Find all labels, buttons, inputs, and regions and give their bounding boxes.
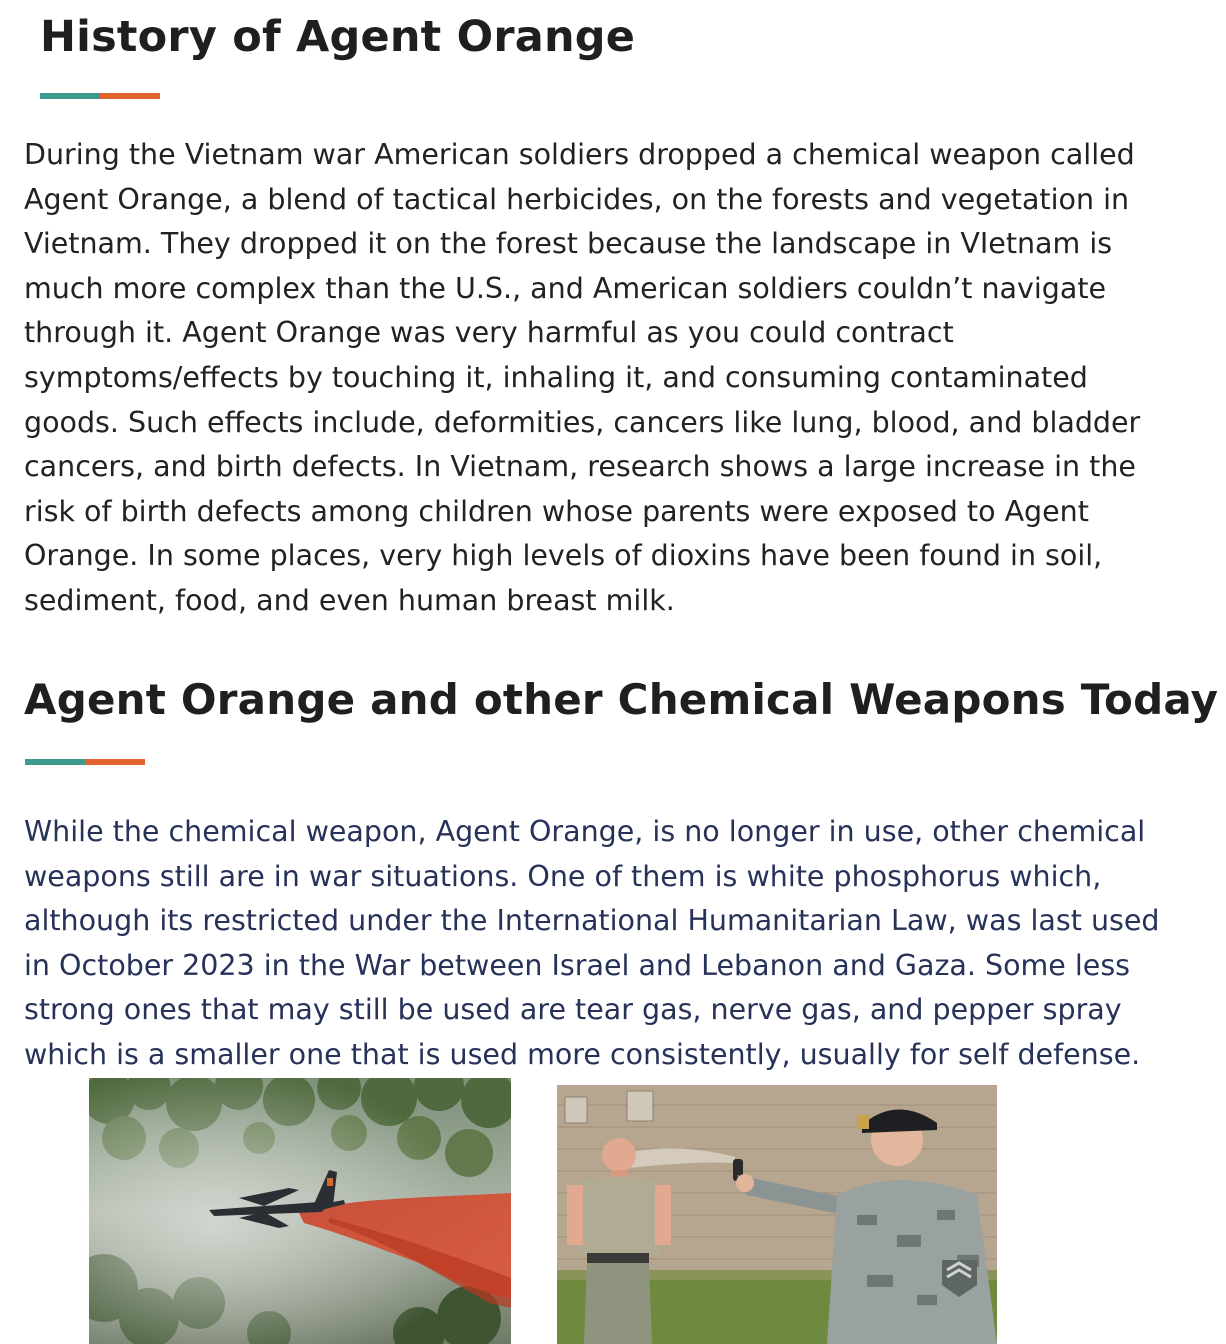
section-heading-history: History of Agent Orange [40,12,636,62]
paragraph-line: Agent Orange, a blend of tactical herbicides, on the forests and vegetation in [24,182,1130,216]
paragraph-line: Orange. In some places, very high levels of dioxins have been found in soil, [24,539,1103,573]
accent-bar-orange [85,759,145,765]
accent-bar-teal [25,759,85,765]
paragraph-line: Vietnam. They dropped it on the forest because the landscape in VIetnam is [24,227,1113,261]
paragraph-line: in October 2023 in the War between Israel and Lebanon and Gaza. Some less [24,948,1131,982]
history-paragraph [24,133,1204,624]
pepper-spray-photo [557,1085,997,1344]
heading-accent-rule [40,93,160,99]
today-paragraph [24,810,1204,1078]
paragraph-line: weapons still are in war situations. One of them is white phosphorus which, [24,859,1102,893]
heading-accent-rule [25,759,145,765]
paragraph-line: through it. Agent Orange was very harmful as you could contract [24,316,954,350]
accent-bar-teal [40,93,100,99]
paragraph-line: goods. Such effects include, deformities, cancers like lung, blood, and bladder [24,405,1141,439]
paragraph-line: much more complex than the U.S., and American soldiers couldn’t navigate [24,271,1107,305]
paragraph-line: which is a smaller one that is used more consistently, usually for self defense. [24,1037,1141,1071]
aircraft-spraying-photo [89,1078,511,1344]
paragraph-line: symptoms/effects by touching it, inhaling it, and consuming contaminated [24,360,1088,394]
paragraph-line: During the Vietnam war American soldiers dropped a chemical weapon called [24,138,1135,171]
paragraph-line: sediment, food, and even human breast milk. [24,583,675,617]
paragraph-line: cancers, and birth defects. In Vietnam, research shows a large increase in the [24,450,1136,484]
accent-bar-orange [100,93,160,99]
section-heading-today: Agent Orange and other Chemical Weapons Today [24,675,1219,724]
paragraph-line: While the chemical weapon, Agent Orange, is no longer in use, other chemical [24,815,1146,848]
paragraph-line: strong ones that may still be used are tear gas, nerve gas, and pepper spray [24,993,1122,1027]
paragraph-line: risk of birth defects among children whose parents were exposed to Agent [24,494,1089,528]
paragraph-line: although its restricted under the International Humanitarian Law, was last used [24,904,1160,938]
